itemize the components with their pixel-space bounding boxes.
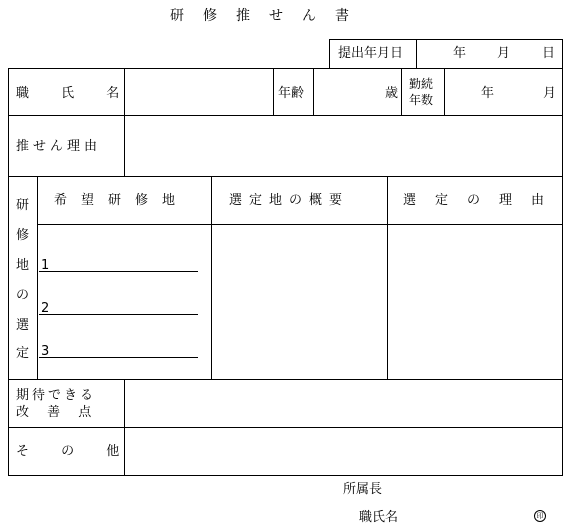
supervisor-name-field[interactable] <box>410 505 525 525</box>
selection-side-char-6: 定 <box>16 346 30 361</box>
divider-expected-bottom <box>8 427 563 428</box>
selection-reason-field[interactable] <box>389 226 561 377</box>
tenure-label-line1: 勤続 <box>409 77 434 91</box>
col-site-overview-header: 選定地の概要 <box>229 193 350 208</box>
divider-selection-bottom <box>8 379 563 380</box>
expected-label-line2: 改 善 点 <box>16 405 99 420</box>
other-field[interactable] <box>126 429 561 474</box>
tenure-year-unit: 年 <box>481 86 495 101</box>
document-title: 研修推せん書 <box>170 8 368 24</box>
col-selection-reason-header: 選定の理由 <box>403 193 564 208</box>
expected-label-line1: 期待できる <box>16 388 97 403</box>
reason-label: 推せん理由 <box>16 139 102 154</box>
age-unit: 歳 <box>385 86 399 101</box>
name-field[interactable] <box>126 70 271 113</box>
desired-site-line-1 <box>39 271 198 272</box>
selection-side-char-2: 修 <box>16 228 30 243</box>
selection-col-divider-2 <box>387 176 388 379</box>
col-desired-site-header: 希望研修地 <box>54 193 190 208</box>
supervisor-name-label: 職氏名 <box>359 510 399 525</box>
selection-side-char-1: 研 <box>16 198 30 213</box>
desired-site-number-3: 3 <box>41 344 50 359</box>
divider-row2 <box>8 176 563 177</box>
row1-divider-age-label-left <box>273 68 274 115</box>
desired-site-field-2[interactable] <box>52 297 198 313</box>
row1-divider-age-label-right <box>313 68 314 115</box>
submission-date-label: 提出年月日 <box>338 46 404 61</box>
site-overview-field[interactable] <box>213 226 385 377</box>
supervisor-label: 所属長 <box>343 482 383 497</box>
reason-divider <box>124 115 125 176</box>
reason-field[interactable] <box>126 117 561 174</box>
tenure-label-line2: 年数 <box>409 93 434 107</box>
expected-divider <box>124 379 125 427</box>
submission-date-divider <box>416 39 417 69</box>
desired-site-number-2: 2 <box>41 301 50 316</box>
selection-col-divider-1 <box>211 176 212 379</box>
submission-month-unit: 月 <box>497 46 511 61</box>
desired-site-field-3[interactable] <box>52 340 198 356</box>
selection-side-divider <box>37 176 38 379</box>
submission-year-unit: 年 <box>453 46 467 61</box>
tenure-month-unit: 月 <box>543 86 557 101</box>
submission-day-unit: 日 <box>542 46 556 61</box>
row1-divider-tenure-right <box>444 68 445 115</box>
age-label: 年齢 <box>278 86 305 101</box>
seal-icon: 印 <box>534 510 546 522</box>
other-label: そ の 他 <box>16 444 134 459</box>
name-label: 職 氏 名 <box>16 86 134 101</box>
divider-row1 <box>8 115 563 116</box>
desired-site-line-3 <box>39 357 198 358</box>
row1-divider-tenure-left <box>401 68 402 115</box>
desired-site-line-2 <box>39 314 198 315</box>
desired-site-number-1: 1 <box>41 258 50 273</box>
selection-side-char-5: 選 <box>16 318 30 333</box>
selection-side-char-4: の <box>16 288 30 303</box>
desired-site-field-1[interactable] <box>52 254 198 270</box>
divider-selection-header <box>37 224 563 225</box>
selection-side-char-3: 地 <box>16 258 30 273</box>
expected-field[interactable] <box>126 381 561 425</box>
